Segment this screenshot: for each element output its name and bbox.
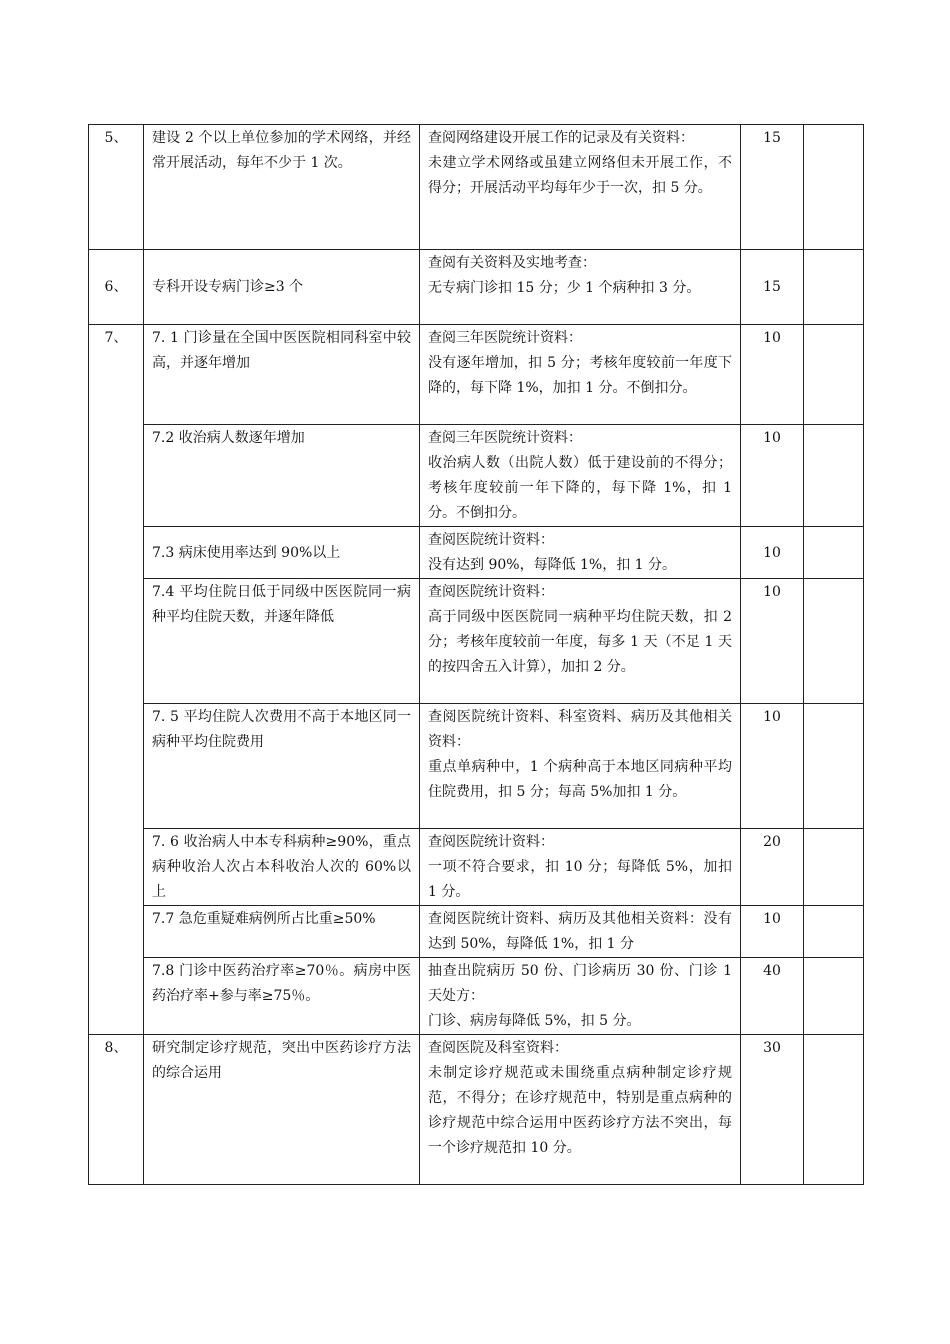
item-number: 5、 [89, 125, 144, 250]
check-method: 查阅三年医院统计资料： 没有逐年增加，扣 5 分；考核年度较前一年度下降的，每下降 1%，加扣 1 分。不倒扣分。 [420, 325, 741, 425]
score: 10 [741, 425, 804, 527]
score: 10 [741, 325, 804, 425]
check-method: 抽查出院病历 50 份、门诊病历 30 份、门诊 1 天处方： 门诊、病房每降低 5%，扣 5 分。 [420, 958, 741, 1035]
check-method: 查阅医院统计资料： 一项不符合要求，扣 10 分；每降低 5%，加扣 1 分。 [420, 829, 741, 906]
item-content: 7.8 门诊中医药治疗率≥70％。病房中医药治疗率+参与率≥75％。 [144, 958, 420, 1035]
remark-cell [804, 125, 864, 250]
item-content: 7. 6 收治病人中本专科病种≥90%，重点病种收治人次占本科收治人次的 60%以上 [144, 829, 420, 906]
evaluation-table [88, 124, 864, 1185]
score: 15 [741, 250, 804, 325]
table-row [89, 958, 864, 1035]
remark-cell [804, 1035, 864, 1185]
item-content: 7.3 病床使用率达到 90%以上 [144, 527, 420, 579]
remark-cell [804, 250, 864, 325]
score: 10 [741, 704, 804, 829]
score: 10 [741, 579, 804, 704]
table-row [89, 829, 864, 906]
remark-cell [804, 325, 864, 425]
check-method: 查阅医院统计资料： 高于同级中医医院同一病种平均住院天数，扣 2 分；考核年度较前一年度，每多 1 天（不足 1 天的按四舍五入计算），加扣 2 分。 [420, 579, 741, 704]
table-row [89, 425, 864, 527]
item-content: 研究制定诊疗规范，突出中医药诊疗方法的综合运用 [144, 1035, 420, 1185]
check-method: 查阅医院统计资料、科室资料、病历及其他相关资料： 重点单病种中，1 个病种高于本地区同病种平均住院费用，扣 5 分；每高 5%加扣 1 分。 [420, 704, 741, 829]
score: 20 [741, 829, 804, 906]
item-number: 6、 [89, 250, 144, 325]
item-content: 7. 1 门诊量在全国中医医院相同科室中较高，并逐年增加 [144, 325, 420, 425]
item-content: 7.4 平均住院日低于同级中医医院同一病种平均住院天数，并逐年降低 [144, 579, 420, 704]
remark-cell [804, 579, 864, 704]
check-method: 查阅医院统计资料、病历及其他相关资料：没有达到 50%，每降低 1%，扣 1 分 [420, 906, 741, 958]
score: 40 [741, 958, 804, 1035]
remark-cell [804, 906, 864, 958]
item-number: 8、 [89, 1035, 144, 1185]
item-content: 建设 2 个以上单位参加的学术网络，并经常开展活动，每年不少于 1 次。 [144, 125, 420, 250]
table-row [89, 579, 864, 704]
remark-cell [804, 704, 864, 829]
remark-cell [804, 527, 864, 579]
score: 10 [741, 906, 804, 958]
item-number: 7、 [89, 325, 144, 1035]
item-content: 7.7 急危重疑难病例所占比重≥50% [144, 906, 420, 958]
score: 10 [741, 527, 804, 579]
check-method: 查阅网络建设开展工作的记录及有关资料： 未建立学术网络或虽建立网络但未开展工作，不得分；开展活动平均每年少于一次，扣 5 分。 [420, 125, 741, 250]
check-method: 查阅医院统计资料： 没有达到 90%，每降低 1%，扣 1 分。 [420, 527, 741, 579]
item-content: 7. 5 平均住院人次费用不高于本地区同一病种平均住院费用 [144, 704, 420, 829]
check-method: 查阅有关资料及实地考查： 无专病门诊扣 15 分；少 1 个病种扣 3 分。 [420, 250, 741, 325]
check-method: 查阅三年医院统计资料： 收治病人数（出院人数）低于建设前的不得分；考核年度较前一年下降的，每下降 1%，扣 1 分。不倒扣分。 [420, 425, 741, 527]
remark-cell [804, 829, 864, 906]
table-row [89, 906, 864, 958]
remark-cell [804, 425, 864, 527]
score: 30 [741, 1035, 804, 1185]
score: 15 [741, 125, 804, 250]
table-row [89, 1035, 864, 1185]
item-content: 专科开设专病门诊≥3 个 [144, 250, 420, 325]
item-content: 7.2 收治病人数逐年增加 [144, 425, 420, 527]
table-row [89, 527, 864, 579]
check-method: 查阅医院及科室资料： 未制定诊疗规范或未围绕重点病种制定诊疗规范，不得分；在诊疗规范中，特别是重点病种的诊疗规范中综合运用中医药诊疗方法不突出，每一个诊疗规范扣 10 分。 [420, 1035, 741, 1185]
table-row [89, 704, 864, 829]
table-row [89, 325, 864, 425]
remark-cell [804, 958, 864, 1035]
table-row [89, 125, 864, 250]
table-row [89, 250, 864, 325]
